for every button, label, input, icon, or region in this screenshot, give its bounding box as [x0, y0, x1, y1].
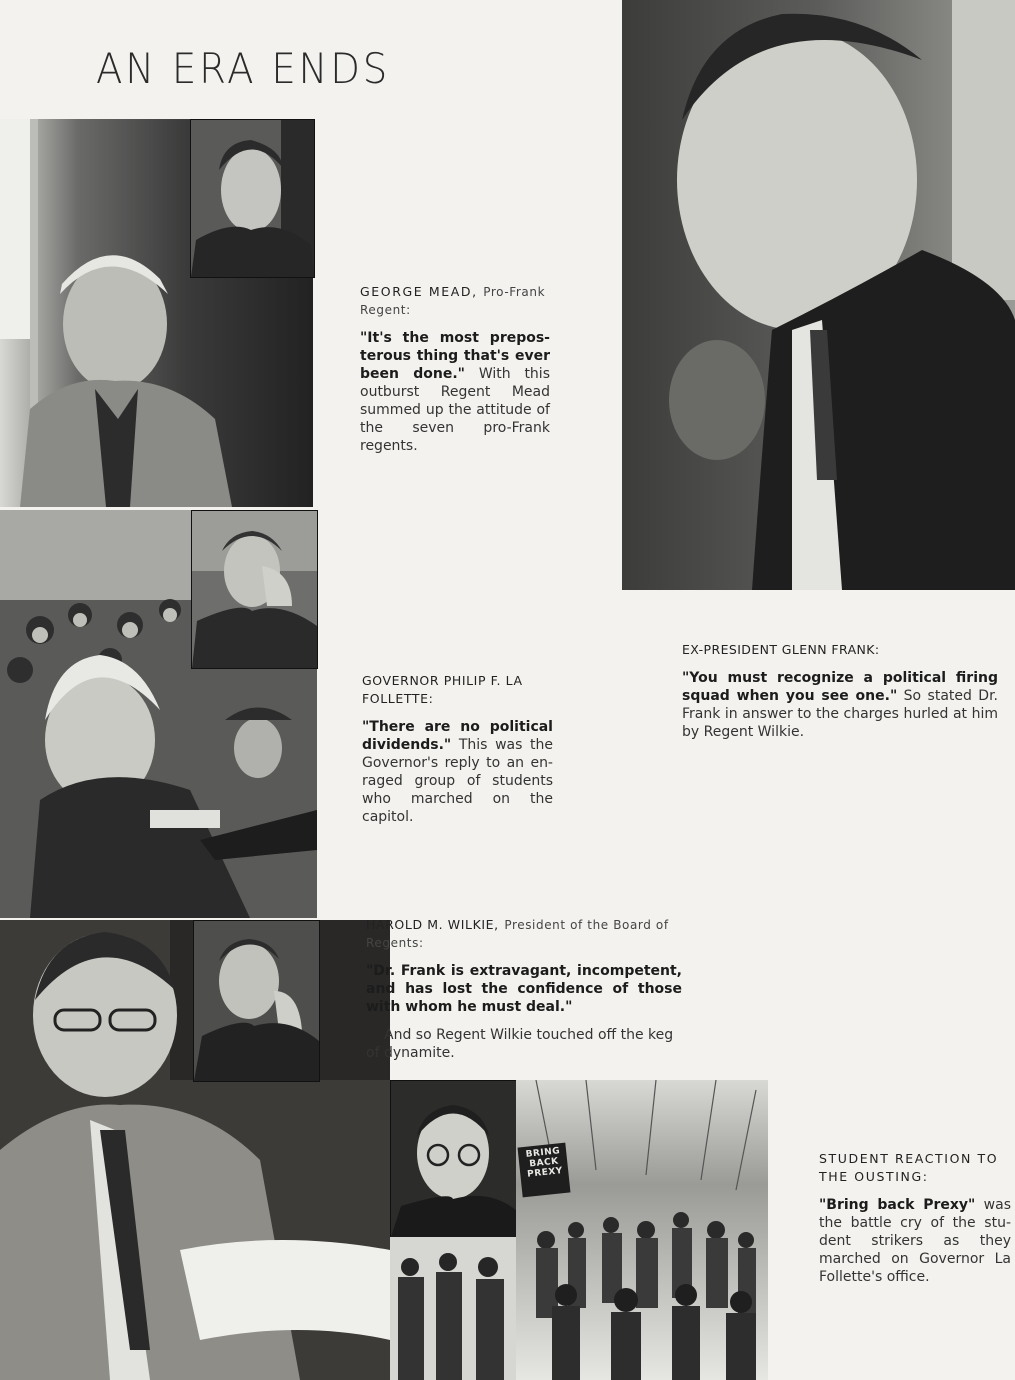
protest-banner: BRING BACK PREXY [525, 1146, 564, 1180]
caption-heading [360, 283, 550, 319]
caption-text: This was the Governor's reply to an en- raged group of students who marched on the capitol. [362, 737, 554, 825]
caption-heading [819, 1150, 1011, 1186]
caption-text: So stated Dr. Frank in answer to the charges hurled at him by Regent Wilkie. [682, 688, 999, 740]
caption-glenn-frank [682, 641, 998, 741]
caption-george-mead [360, 283, 550, 455]
photo-glenn-frank [622, 0, 1015, 590]
photo-mead-inset [190, 119, 315, 278]
caption-role: President of the Board of Regents: [366, 918, 669, 950]
caption-quote: "You must recognize a political firing squad when you see one." [682, 670, 998, 704]
photo-la-follette-inset [191, 510, 318, 669]
caption-heading [362, 672, 553, 708]
caption-quote: "There are no political dividends." [362, 719, 553, 753]
caption-name: GEORGE MEAD, [360, 284, 478, 299]
caption-name: STUDENT REACTION TO THE OUSTING: [819, 1151, 999, 1184]
caption-body [819, 1196, 1011, 1286]
caption-la-follette [362, 672, 553, 826]
photo-frank-glasses [390, 1080, 518, 1238]
photo-wilkie-inset [193, 920, 320, 1082]
caption-text: was the battle cry of the stu- dent strikers as they marched on Governor La Follette's office. [819, 1197, 1011, 1285]
caption-body [360, 329, 550, 455]
caption-heading [366, 916, 682, 952]
photo-student-march [516, 1080, 768, 1380]
caption-name: GOVERNOR PHILIP F. LA FOLLETTE: [362, 673, 523, 706]
caption-heading [682, 641, 998, 659]
caption-student-reaction [819, 1150, 1011, 1286]
caption-quote: "Bring back Prexy" [819, 1197, 976, 1213]
caption-body [362, 718, 553, 826]
caption-body [366, 962, 682, 1016]
photo-student-march-lower [390, 1237, 516, 1380]
caption-quote: "Dr. Frank is extravagant, incompetent, and has lost the confidence of those with whom he must deal." [366, 963, 682, 1015]
caption-body [682, 669, 998, 741]
caption-harold-wilkie [366, 916, 682, 1062]
page-title: AN ERA ENDS [96, 44, 390, 93]
caption-text: With this outburst Regent Mead summed up the attitude of the seven pro-Frank regents. [360, 366, 550, 454]
caption-name: EX-PRESIDENT GLENN FRANK: [682, 642, 880, 657]
caption-role: Pro-Frank Regent: [360, 285, 546, 317]
caption-text: And so Regent Wilkie touched off the keg of dynamite. [366, 1027, 674, 1061]
caption-quote: "It's the most prepos- terous thing that's ever been done." [360, 330, 550, 382]
caption-name: HAROLD M. WILKIE, [366, 917, 499, 932]
